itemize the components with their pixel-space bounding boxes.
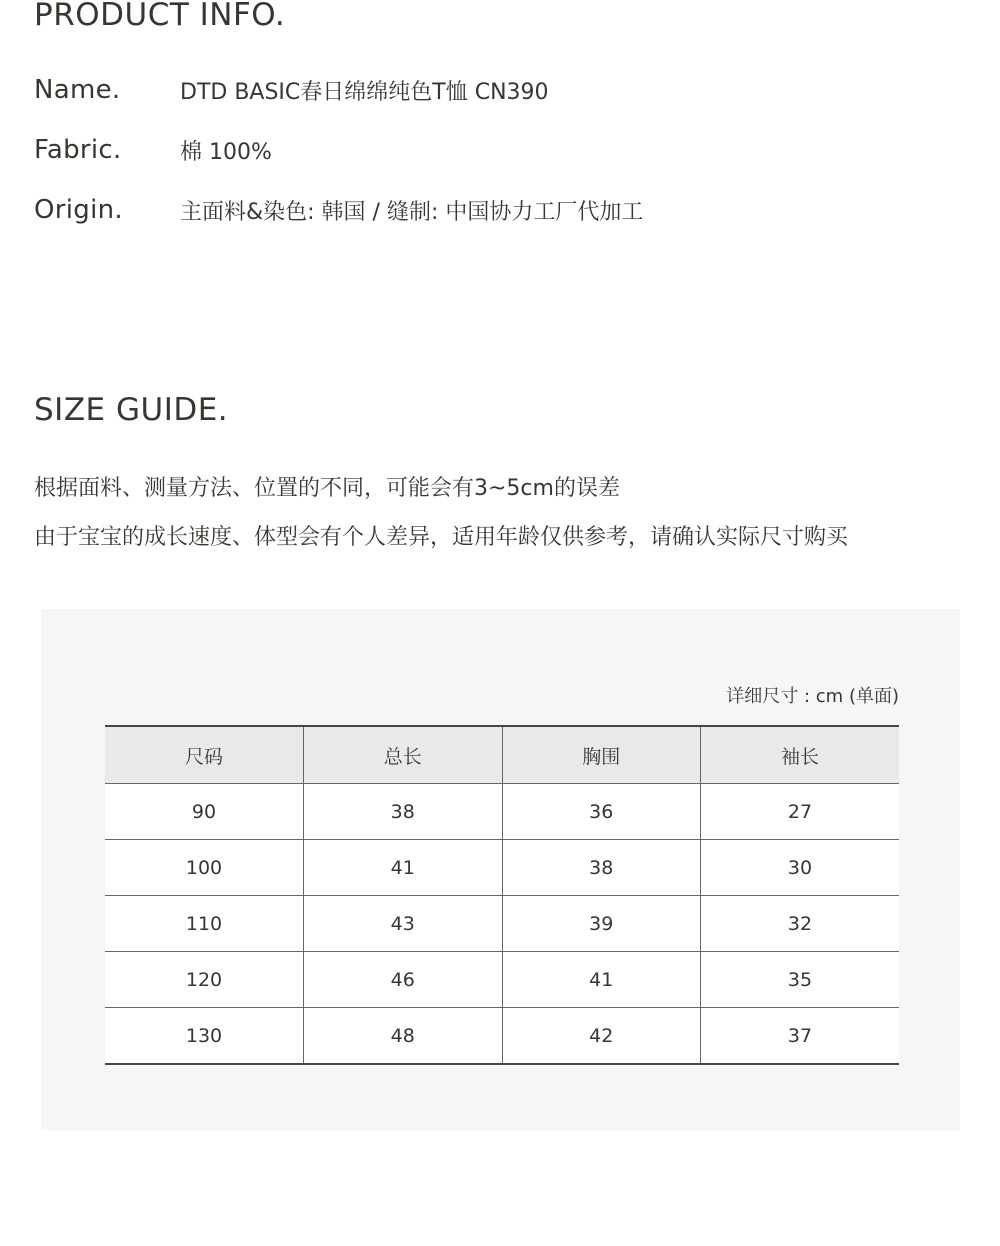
info-row-name bbox=[34, 73, 549, 107]
info-row-origin bbox=[34, 193, 643, 227]
info-row-fabric bbox=[34, 133, 272, 167]
cell-total-length: 41 bbox=[304, 840, 503, 896]
cell-total-length: 38 bbox=[304, 784, 503, 840]
cell-sleeve-length: 37 bbox=[701, 1008, 900, 1065]
table-row bbox=[105, 840, 899, 896]
size-table-panel bbox=[41, 609, 960, 1130]
cell-sleeve-length: 35 bbox=[701, 952, 900, 1008]
cell-total-length: 43 bbox=[304, 896, 503, 952]
header-sleeve-length: 袖长 bbox=[701, 726, 900, 784]
table-row bbox=[105, 1008, 899, 1065]
cell-chest: 36 bbox=[502, 784, 701, 840]
info-value-fabric: 棉 100% bbox=[180, 139, 272, 165]
cell-sleeve-length: 30 bbox=[701, 840, 900, 896]
size-note-error-margin: 根据面料、测量方法、位置的不同，可能会有3~5cm的误差 bbox=[34, 476, 620, 501]
cell-total-length: 48 bbox=[304, 1008, 503, 1065]
unit-note: 详细尺寸 : cm (单面) bbox=[726, 686, 899, 707]
table-row bbox=[105, 784, 899, 840]
size-guide-title: SIZE GUIDE. bbox=[34, 392, 229, 428]
header-chest: 胸围 bbox=[502, 726, 701, 784]
table-row bbox=[105, 952, 899, 1008]
info-label-name: Name. bbox=[34, 75, 121, 105]
cell-size: 130 bbox=[105, 1008, 304, 1065]
cell-size: 100 bbox=[105, 840, 304, 896]
product-info-title: PRODUCT INFO. bbox=[34, 0, 286, 33]
info-label-fabric: Fabric. bbox=[34, 135, 122, 165]
cell-size: 90 bbox=[105, 784, 304, 840]
cell-chest: 38 bbox=[502, 840, 701, 896]
header-size: 尺码 bbox=[105, 726, 304, 784]
cell-chest: 42 bbox=[502, 1008, 701, 1065]
cell-sleeve-length: 27 bbox=[701, 784, 900, 840]
info-label-origin: Origin. bbox=[34, 195, 123, 225]
cell-chest: 39 bbox=[502, 896, 701, 952]
cell-total-length: 46 bbox=[304, 952, 503, 1008]
cell-sleeve-length: 32 bbox=[701, 896, 900, 952]
cell-size: 120 bbox=[105, 952, 304, 1008]
size-table bbox=[105, 725, 899, 1065]
size-note-age-reference: 由于宝宝的成长速度、体型会有个人差异，适用年龄仅供参考，请确认实际尺寸购买 bbox=[34, 525, 849, 550]
size-table-header-row bbox=[105, 726, 899, 784]
cell-chest: 41 bbox=[502, 952, 701, 1008]
table-row bbox=[105, 896, 899, 952]
info-value-origin: 主面料&染色: 韩国 / 缝制: 中国协力工厂代加工 bbox=[180, 199, 644, 225]
header-total-length: 总长 bbox=[304, 726, 503, 784]
info-value-name: DTD BASIC春日绵绵纯色T恤 CN390 bbox=[180, 79, 549, 105]
cell-size: 110 bbox=[105, 896, 304, 952]
